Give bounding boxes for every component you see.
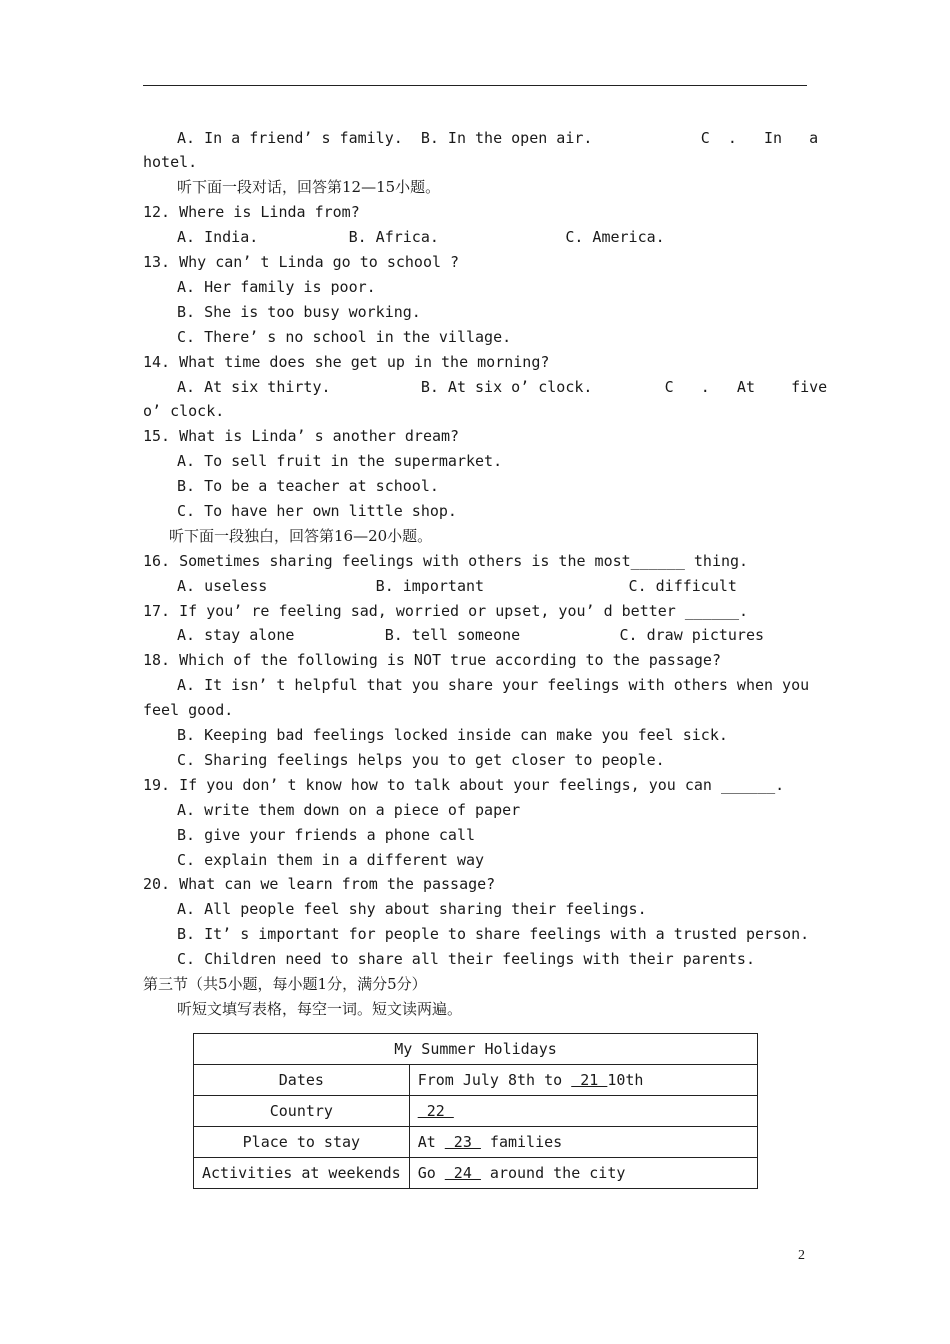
row-label: Place to stay	[194, 1127, 410, 1158]
row-value: At 23 families	[409, 1127, 757, 1158]
blank-24: 24	[444, 1164, 481, 1182]
options-16: A. useless B. important C. difficult	[177, 577, 737, 595]
table-row	[194, 1065, 758, 1096]
option-18a-cont: feel good.	[143, 701, 234, 719]
section-heading: 第三节（共5小题，每小题1分，满分5分）	[143, 975, 427, 993]
question-17: 17. If you’ re feeling sad, worried or upset, you’ d better ______.	[143, 602, 749, 620]
summer-holidays-table	[193, 1033, 758, 1189]
question-19: 19. If you don’ t know how to talk about your feelings, you can ______.	[143, 776, 785, 794]
row-value: Go 24 around the city	[409, 1158, 757, 1189]
blank-22: 22	[417, 1102, 454, 1120]
question-15: 15. What is Linda’ s another dream?	[143, 427, 460, 445]
blank-21: 21	[571, 1071, 608, 1089]
option-20b: B. It’ s important for people to share feelings with a trusted person.	[177, 925, 810, 943]
question-12: 12. Where is Linda from?	[143, 203, 360, 221]
row-value	[409, 1096, 757, 1127]
options-12: A. India. B. Africa. C. America.	[177, 228, 665, 246]
question-13: 13. Why can’ t Linda go to school ?	[143, 253, 460, 271]
option-15c: C. To have her own little shop.	[177, 502, 457, 520]
table-row	[194, 1127, 758, 1158]
section-instruction: 听下面一段独白，回答第16—20小题。	[169, 527, 433, 545]
blank-23: 23	[444, 1133, 481, 1151]
option-line: hotel.	[143, 153, 198, 171]
row-label: Activities at weekends	[194, 1158, 410, 1189]
option-15b: B. To be a teacher at school.	[177, 477, 439, 495]
options-17: A. stay alone B. tell someone C. draw pictures	[177, 626, 764, 644]
option-13a: A. Her family is poor.	[177, 278, 376, 296]
option-19c: C. explain them in a different way	[177, 851, 485, 869]
options-14-cont: o’ clock.	[143, 402, 225, 420]
option-19b: B. give your friends a phone call	[177, 826, 476, 844]
page-number: 2	[798, 1248, 805, 1263]
question-14: 14. What time does she get up in the morning?	[143, 353, 550, 371]
option-19a: A. write them down on a piece of paper	[177, 801, 521, 819]
table-title-row	[194, 1034, 758, 1065]
option-20c: C. Children need to share all their feelings with their parents.	[177, 950, 755, 968]
option-13b: B. She is too busy working.	[177, 303, 421, 321]
row-label: Country	[194, 1096, 410, 1127]
options-14: A. At six thirty. B. At six o’ clock. C . At five	[177, 378, 828, 396]
question-16: 16. Sometimes sharing feelings with others is the most______ thing.	[143, 552, 749, 570]
option-line: A. In a friend’ s family. B. In the open air. C . In a	[177, 129, 819, 147]
option-18b: B. Keeping bad feelings locked inside can make you feel sick.	[177, 726, 728, 744]
table-row	[194, 1158, 758, 1189]
table-row	[194, 1096, 758, 1127]
option-20a: A. All people feel shy about sharing their feelings.	[177, 900, 647, 918]
row-label: Dates	[194, 1065, 410, 1096]
table-title: My Summer Holidays	[194, 1034, 758, 1065]
row-value: From July 8th to 21 10th	[409, 1065, 757, 1096]
question-18: 18. Which of the following is NOT true according to the passage?	[143, 651, 721, 669]
header-rule	[143, 85, 807, 86]
option-18c: C. Sharing feelings helps you to get closer to people.	[177, 751, 665, 769]
option-15a: A. To sell fruit in the supermarket.	[177, 452, 503, 470]
option-18a: A. It isn’ t helpful that you share your feelings with others when you	[177, 676, 810, 694]
question-20: 20. What can we learn from the passage?	[143, 875, 496, 893]
section-instruction: 听下面一段对话，回答第12—15小题。	[177, 178, 441, 196]
section-instruction: 听短文填写表格，每空一词。短文读两遍。	[177, 1000, 463, 1018]
option-13c: C. There’ s no school in the village.	[177, 328, 512, 346]
